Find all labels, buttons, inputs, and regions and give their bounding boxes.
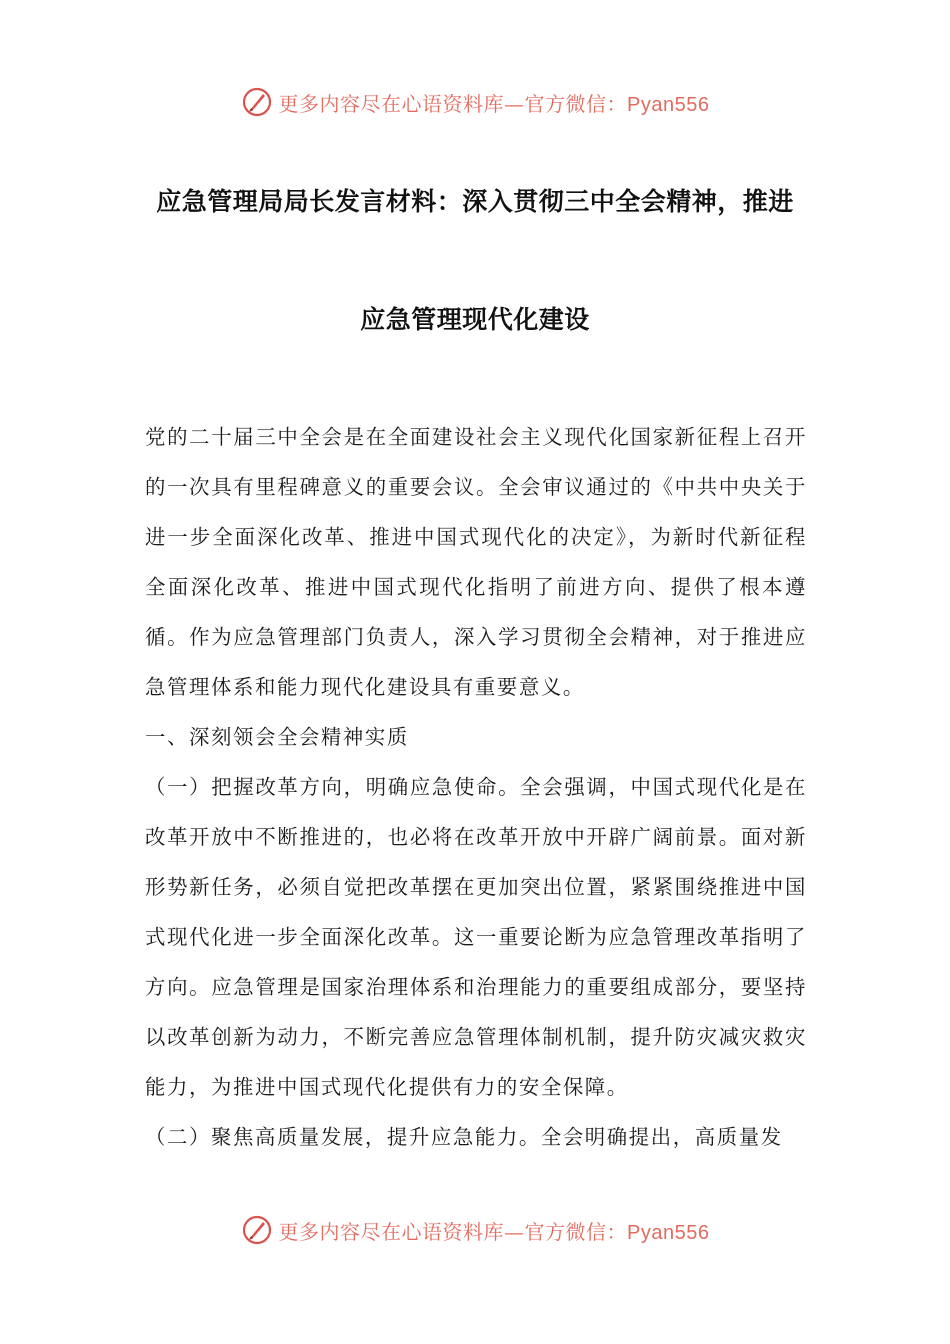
- watermark-header: [0, 84, 950, 120]
- wechat-id: Pyan556: [627, 93, 710, 116]
- document-body: [145, 412, 807, 1162]
- section-heading-1: 一、深刻领会全会精神实质: [145, 725, 409, 749]
- document-title-line-2: 应急管理现代化建设: [360, 305, 590, 334]
- document-title-line-1: 应急管理局局长发言材料：深入贯彻三中全会精神，推进: [156, 187, 794, 216]
- watermark-text: 更多内容尽在心语资料库—官方微信：Pyan556: [278, 91, 710, 116]
- watermark-footer: [0, 1212, 950, 1248]
- paragraph-section-1-2: （二）聚焦高质量发展，提升应急能力。全会明确提出，高质量发: [145, 1125, 783, 1149]
- paragraph-section-1-1: （一）把握改革方向，明确应急使命。全会强调，中国式现代化是在改革开放中不断推进的，也必将在改革开放中开辟广阔前景。面对新形势新任务，必须自觉把改革摆在更加突出位置，紧紧围绕推进中国式现代化进一步全面深化改革。这一重要论断为应急管理改革指明了方向。应急管理是国家治理体系和治理能力的重要组成部分，要坚持以改革创新为动力，不断完善应急管理体制机制，提升防灾减灾救灾能力，为推进中国式现代化提供有力的安全保障。: [145, 775, 807, 1099]
- feather-pen-logo-icon: [241, 1214, 273, 1246]
- feather-pen-logo-icon: [241, 86, 273, 118]
- watermark-text: 更多内容尽在心语资料库—官方微信：Pyan556: [278, 1219, 710, 1244]
- wechat-id: Pyan556: [627, 1221, 710, 1244]
- paragraph-intro: 党的二十届三中全会是在全面建设社会主义现代化国家新征程上召开的一次具有里程碑意义的重要会议。全会审议通过的《中共中央关于进一步全面深化改革、推进中国式现代化的决定》，为新时代新征程全面深化改革、推进中国式现代化指明了前进方向、提供了根本遵循。作为应急管理部门负责人，深入学习贯彻全会精神，对于推进应急管理体系和能力现代化建设具有重要意义。: [145, 425, 807, 699]
